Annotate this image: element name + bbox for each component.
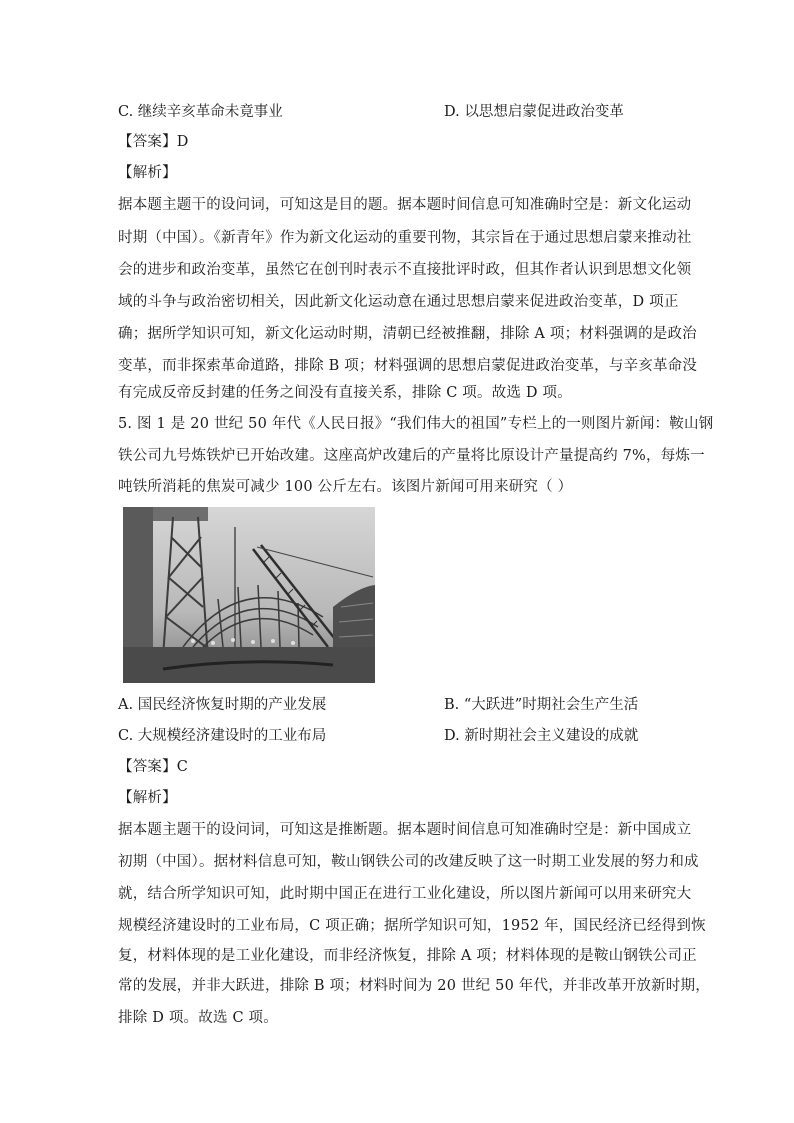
q5-analysis-line: 就，结合所学知识可知，此时期中国正在进行工业化建设，所以图片新闻可以用来研究大 [118,886,692,902]
q5-analysis-label: 【解析】 [118,790,177,806]
q5-analysis-line: 规模经济建设时的工业布局，C 项正确；据所学知识可知，1952 年，国民经济已经得到恢 [118,918,706,934]
q4-option-d: D. 以思想启蒙促进政治变革 [444,104,624,120]
q5-answer: 【答案】C [118,759,189,775]
q5-analysis-line: 据本题主题干的设问词，可知这是推断题。据本题时间信息可知准确时空是：新中国成立 [118,822,692,838]
q4-analysis-line: 确；据所学知识可知，新文化运动时期，清朝已经被推翻，排除 A 项；材料强调的是政治 [118,326,697,342]
q4-analysis-line: 有完成反帝反封建的任务之间没有直接关系，排除 C 项。故选 D 项。 [118,385,572,401]
q5-stem-line: 铁公司九号炼铁炉已开始改建。这座高炉改建后的产量将比原设计产量提高约 7%，每炼一 [118,448,705,464]
q5-option-d: D. 新时期社会主义建设的成就 [444,728,639,744]
q5-option-c: C. 大规模经济建设时的工业布局 [118,728,327,744]
q5-analysis-line: 排除 D 项。故选 C 项。 [118,1010,278,1026]
q4-analysis-line: 变革，而非探索革命道路，排除 B 项；材料强调的思想启蒙促进政治变革，与辛亥革命没 [118,358,698,374]
q5-analysis-line: 初期（中国）。据材料信息可知，鞍山钢铁公司的改建反映了这一时期工业发展的努力和成 [118,854,699,870]
q4-option-c: C. 继续辛亥革命未竟事业 [118,104,283,120]
q5-stem-line: 吨铁所消耗的焦炭可减少 100 公斤左右。该图片新闻可用来研究（ ） [118,479,573,495]
q4-analysis-line: 时期（中国）。《新青年》作为新文化运动的重要刊物，其宗旨在于通过思想启蒙来推动社 [118,230,692,246]
q5-stem-line: 5. 图 1 是 20 世纪 50 年代《人民日报》“我们伟大的祖国”专栏上的一则图片新闻：鞍山钢 [118,416,714,432]
q4-analysis-line: 域的斗争与政治密切相关，因此新文化运动意在通过思想启蒙来促进政治变革，D 项正 [118,294,679,310]
q5-analysis-line: 复，材料体现的是工业化建设，而非经济恢复，排除 A 项；材料体现的是鞍山钢铁公司正 [118,948,697,964]
blast-furnace-photo [123,507,375,683]
q5-analysis-line: 常的发展，并非大跃进，排除 B 项；材料时间为 20 世纪 50 年代，并非改革开放新时期， [118,978,710,994]
q4-analysis-label: 【解析】 [118,165,177,181]
q4-answer: 【答案】D [118,134,189,150]
q5-option-a: A. 国民经济恢复时期的产业发展 [118,697,327,713]
q5-option-b: B. “大跃进”时期社会生产生活 [444,697,639,713]
q4-analysis-line: 据本题主题干的设问词，可知这是目的题。据本题时间信息可知准确时空是：新文化运动 [118,197,692,213]
q4-analysis-line: 会的进步和政治变革，虽然它在创刊时表示不直接批评时政，但其作者认识到思想文化领 [118,262,692,278]
